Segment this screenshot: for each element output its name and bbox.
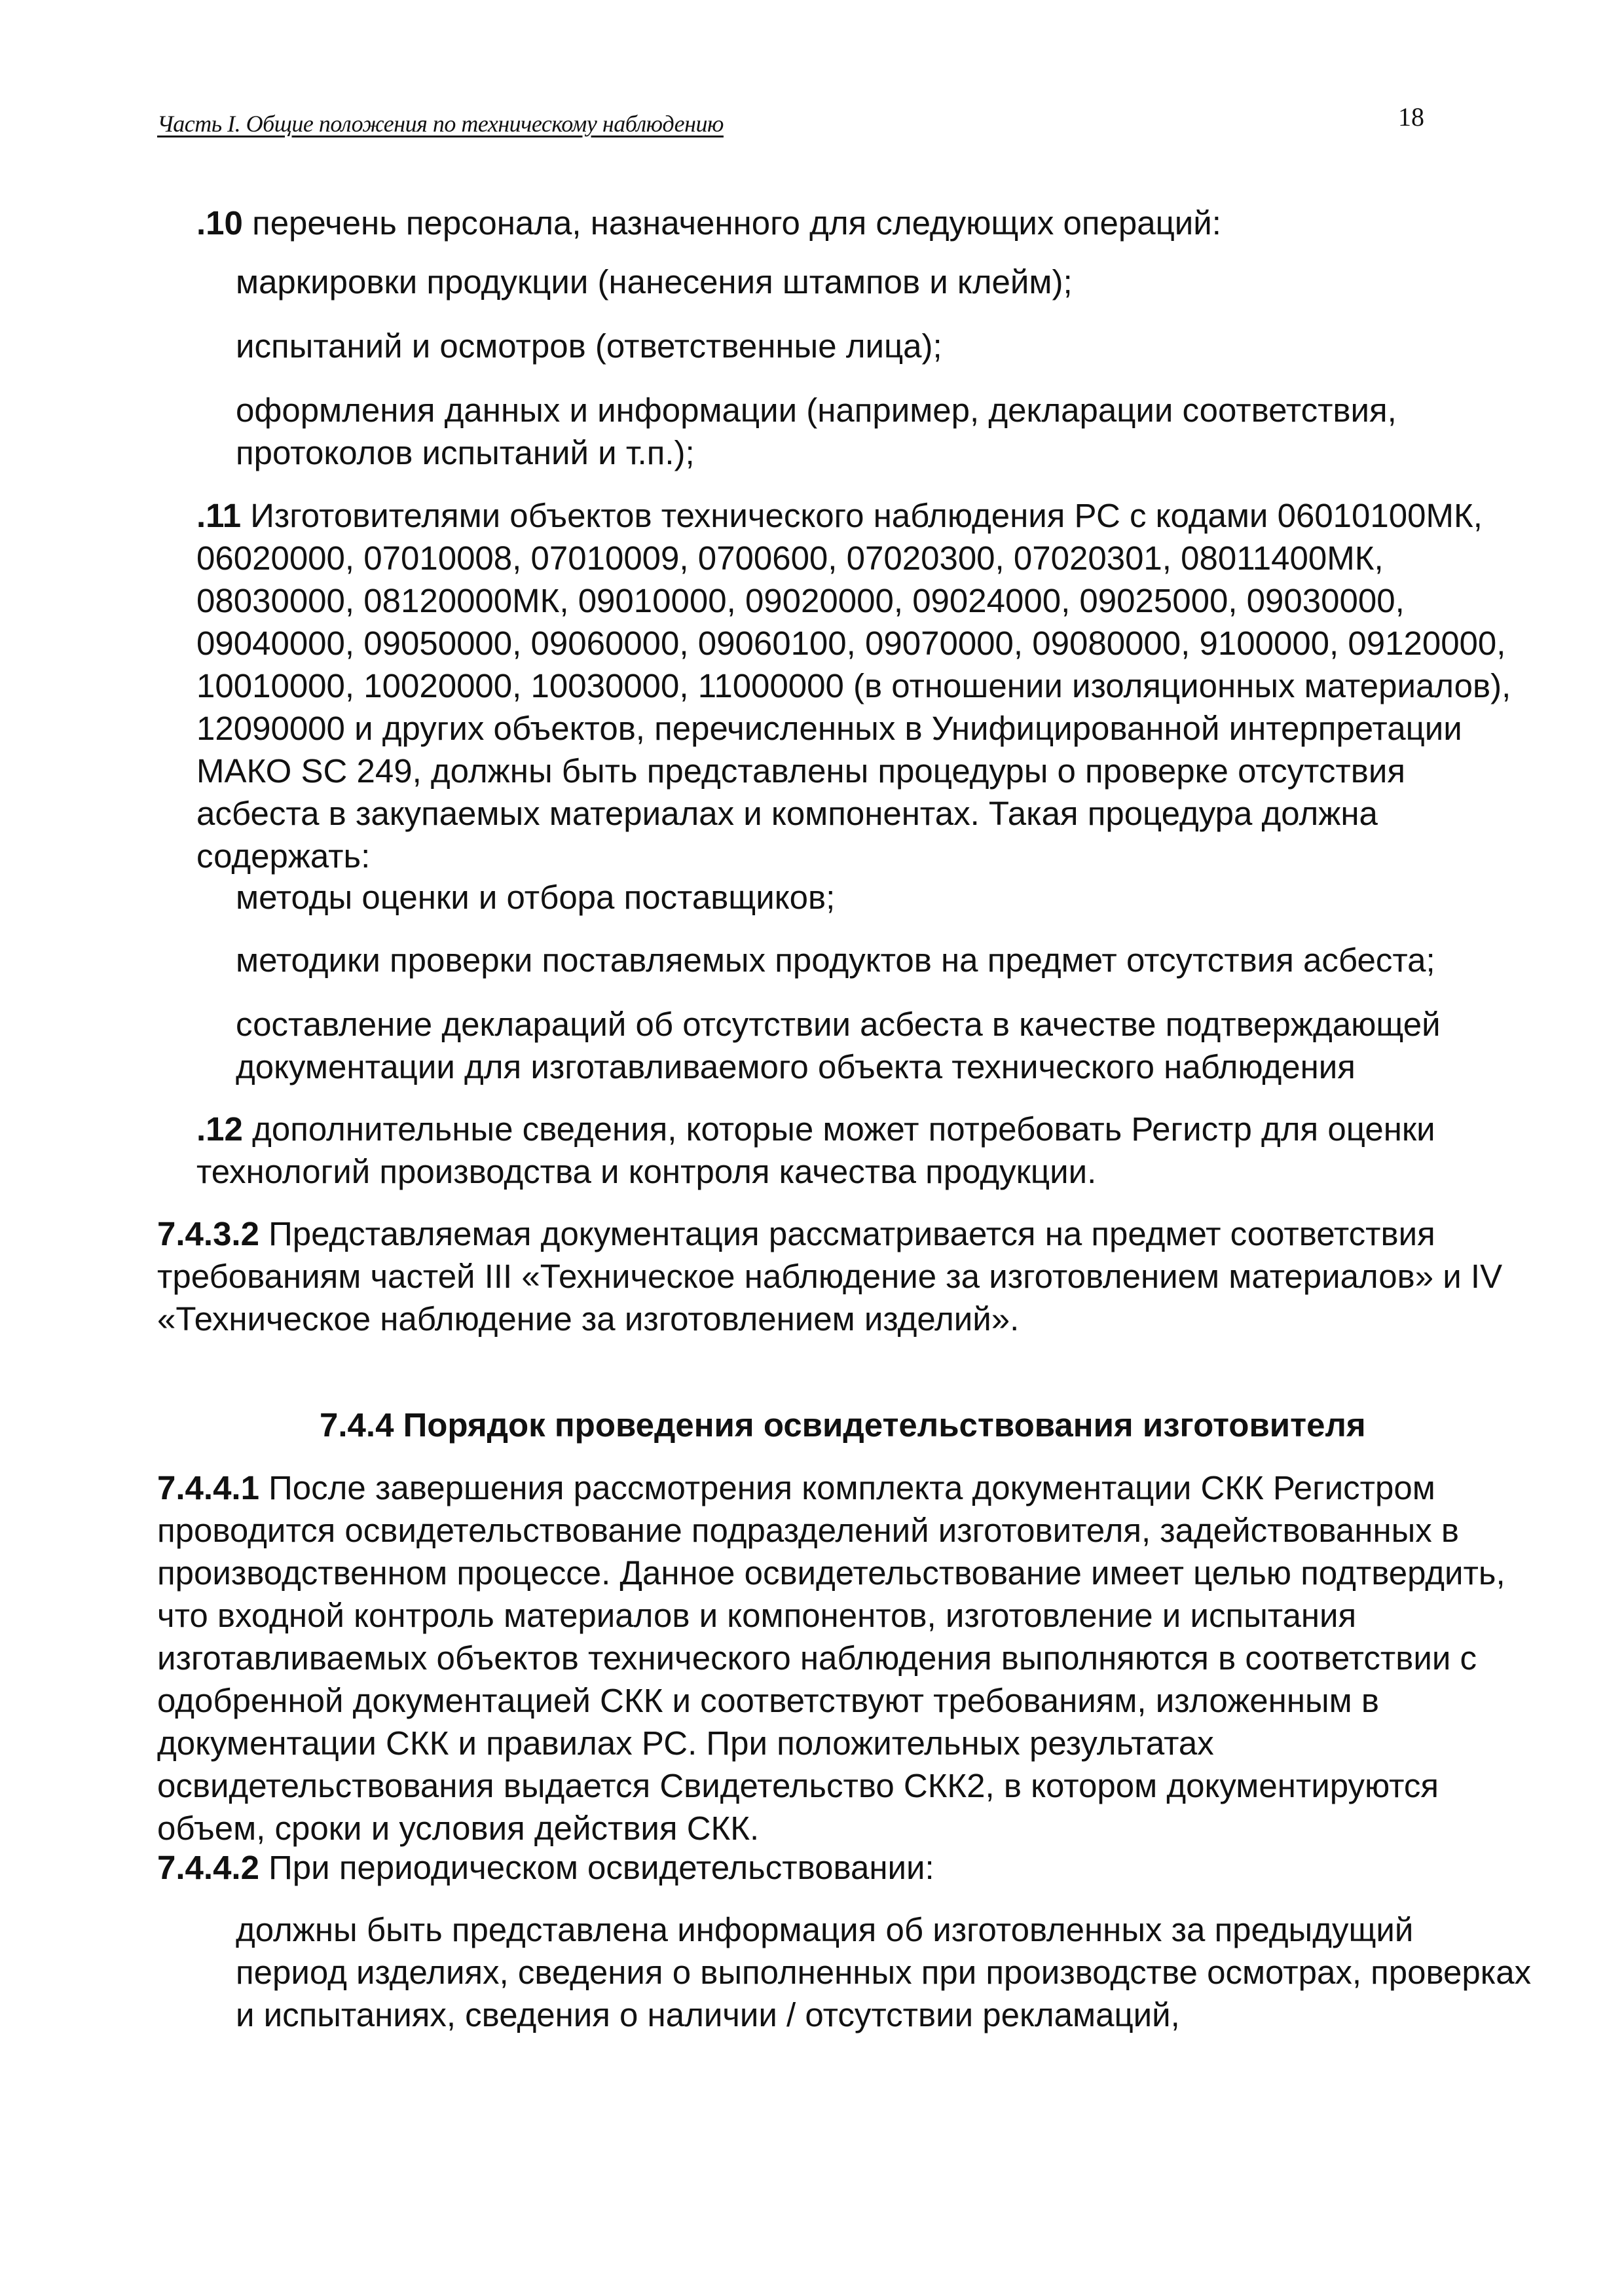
running-header: Часть I. Общие положения по техническому наблюдению xyxy=(157,111,724,137)
paragraph-text: При периодическом освидетельствовании: xyxy=(259,1849,934,1886)
paragraph-number: 7.4.4.2 xyxy=(157,1849,259,1886)
item-text: дополнительные сведения, которые может потребовать Регистр для оценки технологий производства и контроля качества продукции. xyxy=(196,1110,1435,1190)
sub-item: составление деклараций об отсутствии асбеста в качестве подтверждающей документации для изготавливаемого объекта технического наблюдения xyxy=(236,1006,1441,1085)
sub-item: должны быть представлена информация об изготовленных за предыдущий период изделиях, сведения о выполненных при производстве осмотрах, проверках и испытаниях, сведения о наличии / отсутствии рекламаций, xyxy=(236,1911,1532,2033)
paragraph-7-4-4-2 xyxy=(157,1846,934,1889)
paragraph-7-4-4-1 xyxy=(157,1467,1505,1850)
list-item-12 xyxy=(196,1108,1435,1193)
paragraph-7-4-3-2 xyxy=(157,1212,1502,1340)
page-number: 18 xyxy=(1398,102,1424,132)
item-number: .10 xyxy=(196,204,243,242)
paragraph-text: Представляемая документация рассматривается на предмет соответствия требованиям частей III «Техническое наблюдение за изготовлением материалов» и IV «Техническое наблюдение за изготовлением изделий». xyxy=(157,1215,1503,1338)
item-number: .11 xyxy=(196,497,242,534)
item-number: .12 xyxy=(196,1110,243,1148)
sub-item: оформления данных и информации (например, декларации соответствия, протоколов испытаний и т.п.); xyxy=(236,392,1397,471)
sub-item: методы оценки и отбора поставщиков; xyxy=(236,879,836,916)
paragraph-number: 7.4.3.2 xyxy=(157,1215,259,1252)
item-text: Изготовителями объектов технического наблюдения РС с кодами 06010100МК, 06020000, 07010008, 07010009, 0700600, 07020300, 07020301, 08011400МК, 08030000, 08120000МК, 09010000, 09020000, 09024000, 09025000, 09030000, 09040000, 09050000, 09060000, 09060100, 09070000, 09080000, 9100000, 09120000, 10010000, 10020000, 10030000, 11000000 (в отношении изоляционных материалов), 12090000 и других объектов, перечисленных в Унифицированной интерпретации МАКО SC 249, должны быть представлены процедуры о проверке отсутствия асбеста в закупаемых материалах и компонентах. Такая процедура должна содержать: xyxy=(196,497,1511,875)
sub-item: методики проверки поставляемых продуктов на предмет отсутствия асбеста; xyxy=(236,941,1435,979)
section-heading: 7.4.4 Порядок проведения освидетельствования изготовителя xyxy=(320,1406,1366,1444)
item-text: перечень персонала, назначенного для следующих операций: xyxy=(242,204,1221,242)
sub-item: испытаний и осмотров (ответственные лица); xyxy=(236,327,942,365)
list-item-11 xyxy=(196,494,1511,877)
sub-item: маркировки продукции (нанесения штампов и клейм); xyxy=(236,263,1073,301)
paragraph-text: После завершения рассмотрения комплекта документации СКК Регистром проводится освидетельствование подразделений изготовителя, задействованных в производственном процессе. Данное освидетельствование имеет целью подтвердить, что входной контроль материалов и компонентов, изготовление и испытания изготавливаемых объектов технического наблюдения выполняются в соответствии с одобренной документацией СКК и соответствуют требованиям, изложенным в документации СКК и правилах РС. При положительных результатах освидетельствования выдается Свидетельство СКК2, в котором документируются объем, сроки и условия действия СКК. xyxy=(157,1469,1505,1847)
list-item-10 xyxy=(196,202,1221,244)
paragraph-number: 7.4.4.1 xyxy=(157,1469,259,1506)
